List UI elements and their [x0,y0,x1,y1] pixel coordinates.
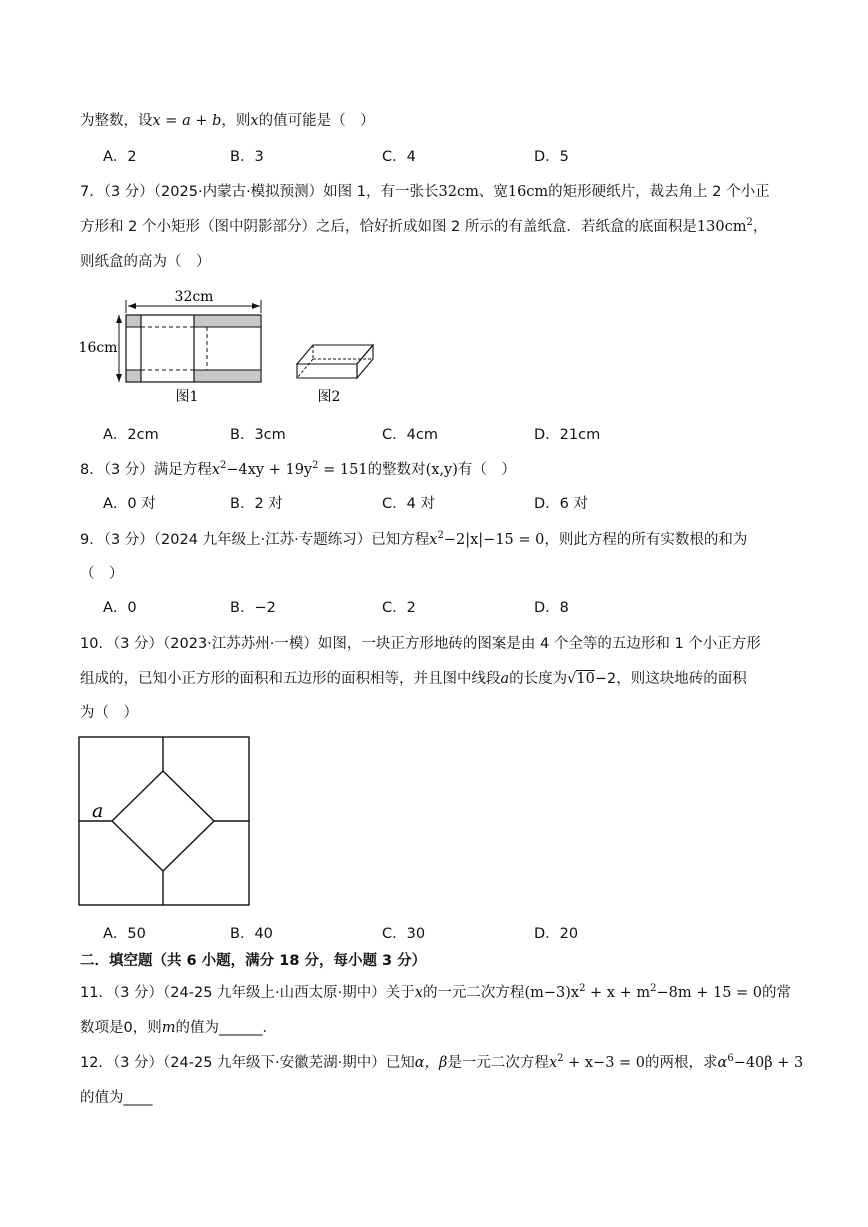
q9-stem-line1 [80,530,747,550]
fig1-caption: 图1 [175,389,199,405]
q10-text-b: 的长度为 [509,671,568,687]
q6-stem-tail [80,111,375,131]
section-title-fill-in: 二．填空题（共 6 小题，满分 18 分，每小题 3 分） [80,953,427,969]
q10-sqrt: √10 [567,671,595,687]
fig1-height-label: 16cm [78,340,118,356]
q7-stem-line2 [80,217,767,237]
q7-option-d[interactable]: D．21cm [534,427,601,443]
q8-pair: (x,y) [425,462,458,478]
q8-option-b[interactable]: B．2 对 [230,496,283,512]
q10-stem-line2 [80,669,747,689]
q10-fig-label-a: a [92,800,104,822]
q11-text-mid: 的一元二次方程 [422,985,525,1001]
q8-text-mid: 的整数对 [367,462,426,478]
q11-var: x [414,985,423,1001]
q11-text: 11．（3 分）（24-25 九年级上·山西太原·期中）关于 [80,985,415,1001]
q11-blank[interactable]: 的值为______． [175,1020,277,1036]
q7-text: 7．（3 分）（2025·内蒙古·模拟预测）如图 1，有一张长 [80,184,439,200]
q10-option-d[interactable]: D．20 [534,926,579,942]
q7-option-c[interactable]: C．4cm [382,427,438,443]
q9-equation: $x^2-2|x|-15 = 0$ [429,530,545,548]
q7-stem-line1 [80,182,770,202]
q8-stem [80,460,516,480]
q8-option-d[interactable]: D．6 对 [534,496,588,512]
q6-option-b[interactable]: B．3 [230,149,264,165]
q11-equation: $(m-3)x^2 + x + m^2-8m + 15 = 0$ [524,983,763,1001]
q7-area-exp: 2 [746,217,753,228]
q7-length: 32cm [438,184,479,200]
q6-option-c[interactable]: C．4 [382,149,416,165]
q8-option-a[interactable]: A．0 对 [103,496,156,512]
q6-text-mid: ，则 [221,113,251,129]
q9-option-a[interactable]: A．0 [103,600,137,616]
q7-text-2a: 方形和 2 个小矩形（图中阴影部分）之后，恰好折成如图 2 所示的有盖纸盒．若纸盒的底面积是 [80,219,697,235]
q8-text-post: 有（ ） [457,462,516,478]
q9-option-c[interactable]: C．2 [382,600,416,616]
q12-roots: α，β [414,1055,448,1071]
q11-text-2a: 数项是0，则 [80,1020,162,1036]
q9-text: 9．（3 分）（2024 九年级上·江苏·专题练习）已知方程 [80,532,430,548]
q7-option-b[interactable]: B．3cm [230,427,286,443]
q11-text-post: 的常 [762,985,792,1001]
q6-option-d[interactable]: D．5 [534,149,569,165]
q10-stem-line3: 为（ ） [80,705,138,721]
q10-option-b[interactable]: B．40 [230,926,273,942]
q7-width: 16cm [507,184,549,200]
q12-text-mid2: 的两根，求 [645,1055,718,1071]
q10-option-c[interactable]: C．30 [382,926,426,942]
q11-var-m: m [161,1020,176,1036]
q9-text-post: ，则此方程的所有实数根的和为 [544,532,748,548]
q7-text-c: 的矩形硬纸片，裁去角上 2 个小正 [548,184,770,200]
q7-figures [76,285,386,410]
q12-stem-line1 [80,1053,803,1073]
q7-text-2b: ， [752,219,768,235]
q9-option-d[interactable]: D．8 [534,600,569,616]
q12-equation: $x^2 + x-3 = 0$ [548,1053,646,1071]
q9-stem-line2: （ ） [80,566,124,582]
q6-var: x [250,113,259,129]
q6-text: 为整数，设 [80,113,153,129]
q8-option-c[interactable]: C．4 对 [382,496,435,512]
q9-option-b[interactable]: B．−2 [230,600,276,616]
q8-equation: $x^2-4xy + 19y^2 = 151$ [211,460,368,478]
q10-tile-figure [78,736,252,908]
q10-option-a[interactable]: A．50 [103,926,146,942]
q7-text-b: 、宽 [478,184,508,200]
q7-stem-line3: 则纸盒的高为（ ） [80,254,211,270]
q10-stem-line1: 10．（3 分）（2023·江苏苏州·一模）如图，一块正方形地砖的图案是由 4 个全等的五边形和 1 个小正方形 [80,636,761,652]
q11-stem-line2 [80,1018,277,1038]
fig2-caption: 图2 [317,389,341,405]
q8-text: 8．（3 分）满足方程 [80,462,212,478]
q6-text-after: 的值可能是（ ） [258,113,375,129]
q10-var: a [500,671,510,687]
q10-text-c: −2，则这块地砖的面积 [594,671,747,687]
q12-expression: $\alpha^6-40\beta + 3$ [717,1053,804,1071]
q10-text: 组成的，已知小正方形的面积和五边形的面积相等，并且图中线段 [80,671,501,687]
q7-area: 130cm [696,219,747,235]
q12-stem-line2[interactable]: 的值为____ [80,1090,153,1106]
q6-equation: x = a + b [152,113,222,129]
q11-stem-line1 [80,983,791,1003]
fig1-width-label: 32cm [174,289,214,305]
q12-text-mid: 是一元二次方程 [447,1055,549,1071]
q6-option-a[interactable]: A．2 [103,149,137,165]
q7-option-a[interactable]: A．2cm [103,427,159,443]
q12-text: 12．（3 分）（24-25 九年级下·安徽芜湖·期中）已知 [80,1055,415,1071]
